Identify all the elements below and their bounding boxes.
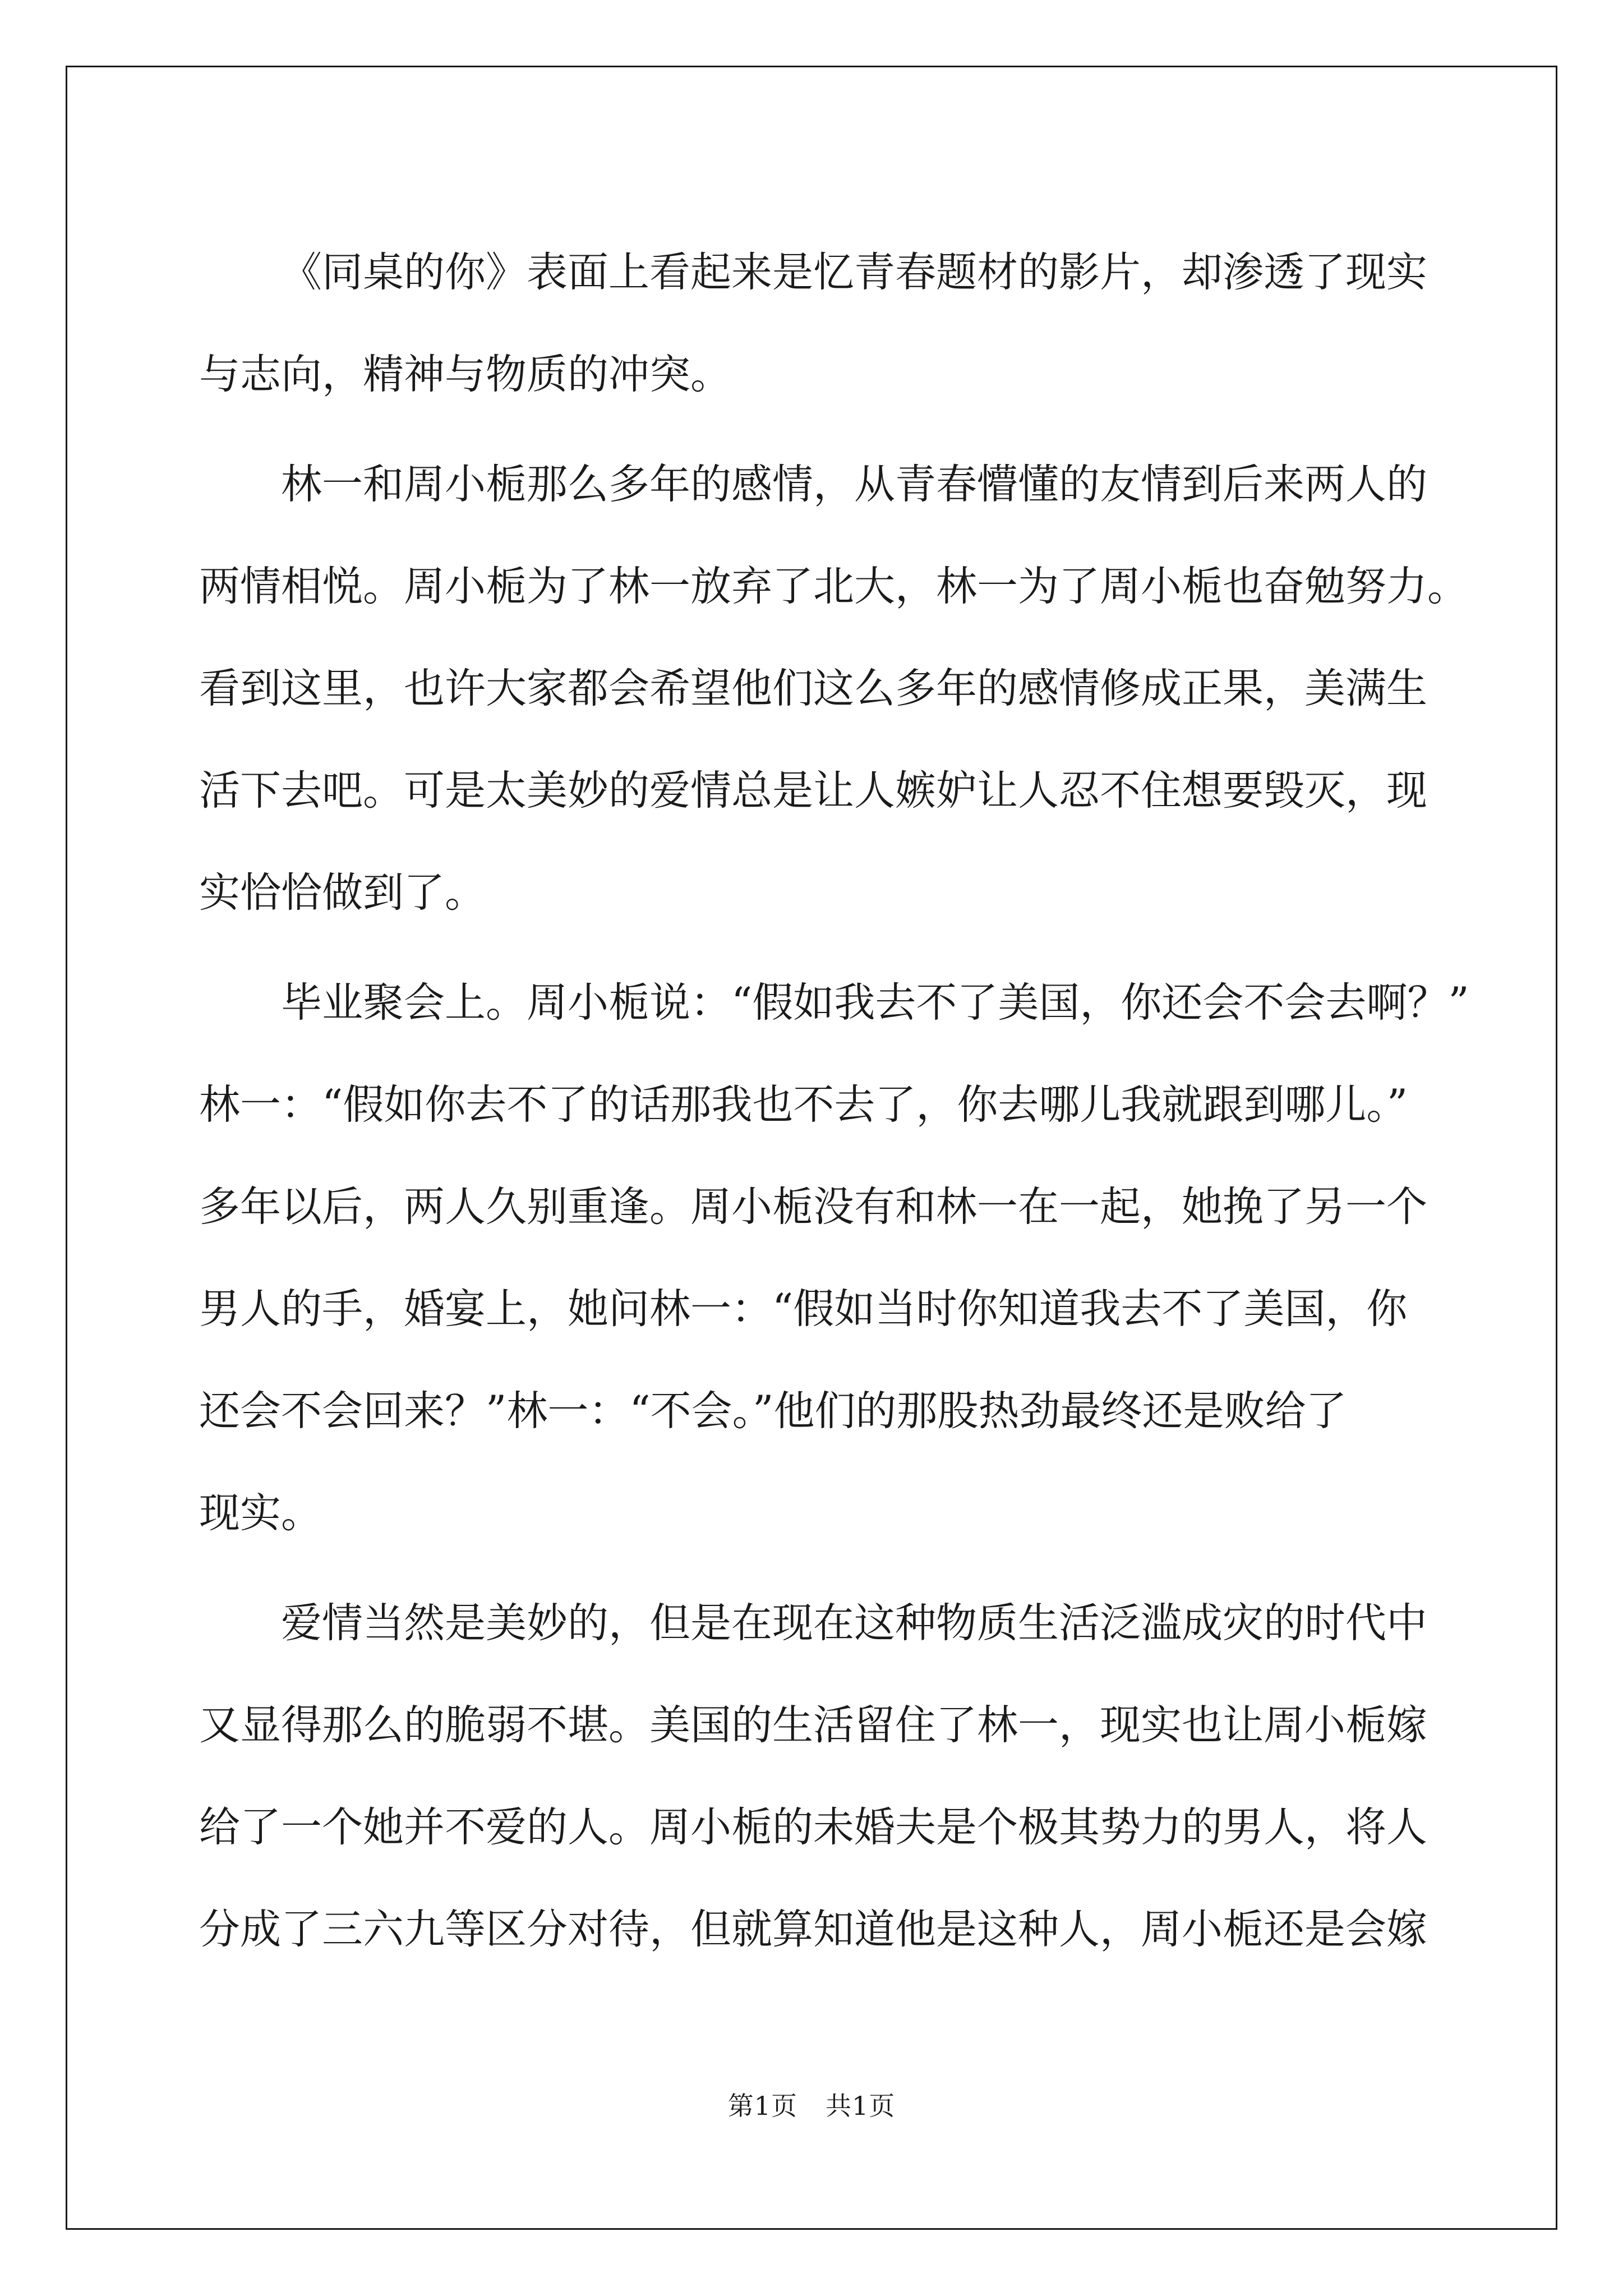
text-line: 男人的手，婚宴上，她问林一：“假如当时你知道我去不了美国，你: [199, 1285, 1408, 1333]
paragraph-2: [199, 434, 1468, 944]
text-line: 看到这里，也许大家都会希望他们这么多年的感情修成正果，美满生: [199, 665, 1427, 712]
text-line: 林一：“假如你去不了的话那我也不去了，你去哪儿我就跟到哪儿。”: [199, 1081, 1408, 1129]
text-line: 还会不会回来？”林一：“不会。”他们的那股热劲最终还是败给了: [199, 1387, 1347, 1435]
paragraph-4: [199, 1572, 1433, 1981]
text-line: 活下去吧。可是太美妙的爱情总是让人嫉妒让人忍不住想要毁灭，现: [199, 767, 1427, 815]
text-line: 多年以后，两人久别重逢。周小栀没有和林一在一起，她挽了另一个: [199, 1183, 1427, 1231]
paragraph-1: [199, 222, 1433, 426]
text-line: 毕业聚会上。周小栀说：“假如我去不了美国，你还会不会去啊？”: [281, 979, 1469, 1027]
text-line: 两情相悦。周小栀为了林一放弃了北大，林一为了周小栀也奋勉努力。: [199, 563, 1468, 610]
page-number: 第1页: [727, 2091, 797, 2121]
text-line: 现实。: [199, 1489, 322, 1537]
text-line: 林一和周小栀那么多年的感情，从青春懵懂的友情到后来两人的: [281, 461, 1427, 508]
text-line: 《同桌的你》表面上看起来是忆青春题材的影片，却渗透了现实: [281, 249, 1427, 296]
text-line: 又显得那么的脆弱不堪。美国的生活留住了林一，现实也让周小栀嫁: [199, 1701, 1427, 1749]
text-line: 爱情当然是美妙的，但是在现在这种物质生活泛滥成灾的时代中: [281, 1599, 1427, 1647]
page-total: 共1页: [826, 2091, 896, 2121]
text-line: 实恰恰做到了。: [199, 869, 486, 917]
document-body: [199, 222, 1469, 1981]
paragraph-3: [199, 952, 1469, 1565]
text-line: 分成了三六九等区分对待，但就算知道他是这种人，周小栀还是会嫁: [199, 1906, 1427, 1953]
text-line: 与志向，精神与物质的冲突。: [199, 351, 731, 398]
text-line: 给了一个她并不爱的人。周小栀的未婚夫是个极其势力的男人，将人: [199, 1803, 1427, 1851]
page-footer: [0, 2086, 1623, 2123]
